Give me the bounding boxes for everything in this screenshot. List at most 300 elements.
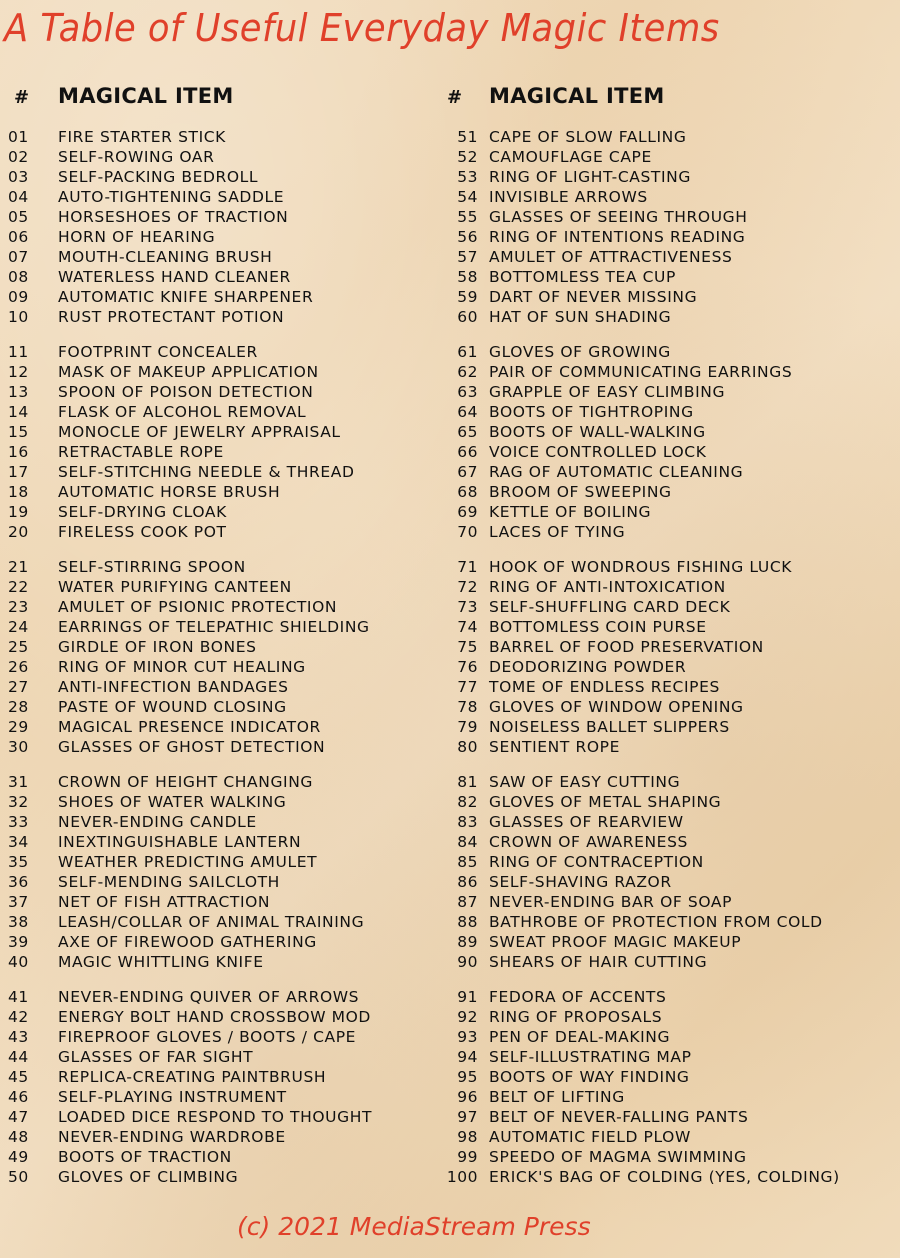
item-name: SHEARS OF HAIR CUTTING: [489, 953, 708, 971]
item-number: 86: [457, 873, 478, 891]
table-row: [433, 987, 840, 1007]
item-name: VOICE CONTROLLED LOCK: [489, 443, 707, 461]
item-number: 26: [8, 658, 29, 676]
item-number: 32: [8, 793, 29, 811]
item-name: KETTLE OF BOILING: [489, 503, 652, 521]
item-name: RING OF LIGHT-CASTING: [489, 168, 691, 186]
item-number: 69: [457, 503, 478, 521]
column-header: [433, 84, 840, 110]
item-name: INVISIBLE ARROWS: [489, 188, 648, 206]
item-number: 29: [8, 718, 29, 736]
item-name: WATER PURIFYING CANTEEN: [58, 578, 292, 596]
item-number: 66: [457, 443, 478, 461]
item-number: 42: [8, 1008, 29, 1026]
table-row: [8, 657, 372, 677]
item-number: 33: [8, 813, 29, 831]
item-group: [8, 772, 372, 972]
item-name: MASK OF MAKEUP APPLICATION: [58, 363, 319, 381]
item-name: PAIR OF COMMUNICATING EARRINGS: [489, 363, 793, 381]
item-number: 10: [8, 308, 29, 326]
item-number: 24: [8, 618, 29, 636]
item-number: 16: [8, 443, 29, 461]
copyright-footer: (c) 2021 MediaStream Press: [237, 1212, 591, 1241]
item-number: 09: [8, 288, 29, 306]
item-number: 65: [457, 423, 478, 441]
table-row: [433, 617, 840, 637]
table-row: [8, 717, 372, 737]
item-number: 15: [8, 423, 29, 441]
item-number: 54: [457, 188, 478, 206]
item-number: 63: [457, 383, 478, 401]
item-name: CAMOUFLAGE CAPE: [489, 148, 652, 166]
item-name: BOOTS OF WALL-WALKING: [489, 423, 706, 441]
item-name: RING OF PROPOSALS: [489, 1008, 663, 1026]
table-row: [433, 287, 840, 307]
item-number: 07: [8, 248, 29, 266]
table-row: [433, 482, 840, 502]
table-row: [433, 737, 840, 757]
item-name: HORSESHOES OF TRACTION: [58, 208, 289, 226]
table-row: [8, 1007, 372, 1027]
table-row: [433, 677, 840, 697]
item-name: MAGICAL PRESENCE INDICATOR: [58, 718, 321, 736]
table-row: [8, 792, 372, 812]
item-number: 67: [457, 463, 478, 481]
table-row: [8, 952, 372, 972]
item-number: 14: [8, 403, 29, 421]
table-row: [433, 892, 840, 912]
table-row: [433, 1127, 840, 1147]
item-number: 39: [8, 933, 29, 951]
item-name: SAW OF EASY CUTTING: [489, 773, 681, 791]
item-number: 52: [457, 148, 478, 166]
item-name: GLASSES OF GHOST DETECTION: [58, 738, 326, 756]
item-name: WATERLESS HAND CLEANER: [58, 268, 291, 286]
item-name: SELF-MENDING SAILCLOTH: [58, 873, 280, 891]
item-name: SELF-PLAYING INSTRUMENT: [58, 1088, 287, 1106]
table-row: [8, 832, 372, 852]
table-row: [433, 697, 840, 717]
table-row: [433, 932, 840, 952]
item-group: [8, 342, 372, 542]
table-row: [8, 1087, 372, 1107]
table-row: [8, 482, 372, 502]
item-group: [433, 772, 840, 972]
item-number: 57: [457, 248, 478, 266]
item-name: NEVER-ENDING WARDROBE: [58, 1128, 286, 1146]
table-row: [8, 1067, 372, 1087]
table-row: [8, 147, 372, 167]
item-name: BOOTS OF TIGHTROPING: [489, 403, 694, 421]
item-number: 62: [457, 363, 478, 381]
table-row: [433, 167, 840, 187]
item-number: 37: [8, 893, 29, 911]
item-number: 100: [446, 1168, 478, 1186]
item-name: GLOVES OF CLIMBING: [58, 1168, 239, 1186]
item-group: [8, 557, 372, 757]
item-name: GLASSES OF SEEING THROUGH: [489, 208, 748, 226]
table-row: [433, 1167, 840, 1187]
item-number: 04: [8, 188, 29, 206]
item-number: 71: [457, 558, 478, 576]
table-row: [8, 187, 372, 207]
table-column-left: [8, 84, 372, 1202]
table-row: [433, 792, 840, 812]
item-group: [433, 342, 840, 542]
table-row: [8, 462, 372, 482]
item-number: 58: [457, 268, 478, 286]
item-group: [8, 987, 372, 1187]
table-row: [8, 812, 372, 832]
item-name: GLOVES OF METAL SHAPING: [489, 793, 722, 811]
table-row: [8, 287, 372, 307]
table-row: [433, 657, 840, 677]
item-number: 89: [457, 933, 478, 951]
item-name: HORN OF HEARING: [58, 228, 216, 246]
item-name: GRAPPLE OF EASY CLIMBING: [489, 383, 726, 401]
item-groups: [8, 127, 372, 1187]
item-name: DART OF NEVER MISSING: [489, 288, 698, 306]
item-number: 40: [8, 953, 29, 971]
item-name: FOOTPRINT CONCEALER: [58, 343, 258, 361]
item-name: REPLICA-CREATING PAINTBRUSH: [58, 1068, 327, 1086]
table-row: [8, 637, 372, 657]
item-number: 34: [8, 833, 29, 851]
item-name: CAPE OF SLOW FALLING: [489, 128, 687, 146]
table-row: [8, 422, 372, 442]
table-row: [433, 597, 840, 617]
page-title: A Table of Useful Everyday Magic Items: [4, 6, 720, 50]
table-row: [433, 207, 840, 227]
item-groups: [433, 127, 840, 1187]
item-name: HOOK OF WONDROUS FISHING LUCK: [489, 558, 793, 576]
table-row: [433, 362, 840, 382]
item-number: 06: [8, 228, 29, 246]
item-number: 56: [457, 228, 478, 246]
table-row: [8, 932, 372, 952]
item-name: LEASH/COLLAR OF ANIMAL TRAINING: [58, 913, 365, 931]
item-name: ERICK'S BAG OF COLDING (YES, COLDING): [489, 1168, 840, 1186]
item-name: EARRINGS OF TELEPATHIC SHIELDING: [58, 618, 370, 636]
item-name: NET OF FISH ATTRACTION: [58, 893, 271, 911]
table-row: [8, 167, 372, 187]
item-name: BOOTS OF WAY FINDING: [489, 1068, 690, 1086]
item-name: WEATHER PREDICTING AMULET: [58, 853, 318, 871]
item-name: BROOM OF SWEEPING: [489, 483, 672, 501]
item-name: BOOTS OF TRACTION: [58, 1148, 232, 1166]
item-number: 02: [8, 148, 29, 166]
item-name: PASTE OF WOUND CLOSING: [58, 698, 287, 716]
item-name: SWEAT PROOF MAGIC MAKEUP: [489, 933, 742, 951]
item-number: 05: [8, 208, 29, 226]
item-number: 13: [8, 383, 29, 401]
item-number: 20: [8, 523, 29, 541]
item-number: 78: [457, 698, 478, 716]
table-row: [433, 952, 840, 972]
item-name: AUTOMATIC KNIFE SHARPENER: [58, 288, 314, 306]
table-row: [433, 147, 840, 167]
item-number: 12: [8, 363, 29, 381]
item-number: 85: [457, 853, 478, 871]
item-name: BOTTOMLESS COIN PURSE: [489, 618, 707, 636]
table-row: [433, 382, 840, 402]
item-name: GLASSES OF FAR SIGHT: [58, 1048, 254, 1066]
item-name: MAGIC WHITTLING KNIFE: [58, 953, 264, 971]
table-column-right: [433, 84, 840, 1202]
item-name: MONOCLE OF JEWELRY APPRAISAL: [58, 423, 341, 441]
item-number: 53: [457, 168, 478, 186]
item-number: 21: [8, 558, 29, 576]
item-name: FLASK OF ALCOHOL REMOVAL: [58, 403, 307, 421]
item-name: SELF-SHAVING RAZOR: [489, 873, 672, 891]
item-name: BARREL OF FOOD PRESERVATION: [489, 638, 764, 656]
item-name: SELF-DRYING CLOAK: [58, 503, 227, 521]
item-name: RING OF ANTI-INTOXICATION: [489, 578, 726, 596]
table-row: [8, 987, 372, 1007]
item-number: 46: [8, 1088, 29, 1106]
item-name: AMULET OF PSIONIC PROTECTION: [58, 598, 338, 616]
item-number: 72: [457, 578, 478, 596]
item-number: 61: [457, 343, 478, 361]
item-name: NEVER-ENDING CANDLE: [58, 813, 257, 831]
table-row: [433, 1047, 840, 1067]
item-number: 11: [8, 343, 29, 361]
item-number: 44: [8, 1048, 29, 1066]
item-number: 41: [8, 988, 29, 1006]
table-row: [8, 772, 372, 792]
item-number: 28: [8, 698, 29, 716]
item-name: MOUTH-CLEANING BRUSH: [58, 248, 273, 266]
table-row: [8, 892, 372, 912]
item-number: 17: [8, 463, 29, 481]
table-row: [433, 832, 840, 852]
item-name: SELF-SHUFFLING CARD DECK: [489, 598, 731, 616]
item-name: SELF-STITCHING NEEDLE & THREAD: [58, 463, 355, 481]
item-number: 94: [457, 1048, 478, 1066]
item-name: FEDORA OF ACCENTS: [489, 988, 667, 1006]
header-item: MAGICAL ITEM: [58, 84, 234, 108]
item-number: 80: [457, 738, 478, 756]
table-row: [8, 557, 372, 577]
item-name: FIRE STARTER STICK: [58, 128, 226, 146]
table-row: [8, 307, 372, 327]
table-row: [8, 677, 372, 697]
item-name: SELF-ILLUSTRATING MAP: [489, 1048, 692, 1066]
item-name: AUTOMATIC HORSE BRUSH: [58, 483, 281, 501]
item-number: 18: [8, 483, 29, 501]
table-row: [433, 1087, 840, 1107]
table-row: [433, 462, 840, 482]
header-number: #: [447, 87, 463, 108]
item-group: [433, 987, 840, 1187]
item-name: RETRACTABLE ROPE: [58, 443, 224, 461]
table-row: [8, 342, 372, 362]
item-number: 79: [457, 718, 478, 736]
item-name: SELF-ROWING OAR: [58, 148, 215, 166]
item-number: 49: [8, 1148, 29, 1166]
table-row: [433, 1147, 840, 1167]
table-row: [8, 1047, 372, 1067]
item-number: 87: [457, 893, 478, 911]
item-name: SELF-STIRRING SPOON: [58, 558, 246, 576]
table-row: [433, 872, 840, 892]
item-number: 01: [8, 128, 29, 146]
table-row: [433, 227, 840, 247]
item-number: 91: [457, 988, 478, 1006]
item-number: 43: [8, 1028, 29, 1046]
table-row: [433, 502, 840, 522]
table-row: [8, 872, 372, 892]
item-number: 38: [8, 913, 29, 931]
table-row: [8, 1167, 372, 1187]
table-row: [433, 402, 840, 422]
item-name: BATHROBE OF PROTECTION FROM COLD: [489, 913, 823, 931]
item-name: BELT OF NEVER-FALLING PANTS: [489, 1108, 749, 1126]
item-number: 76: [457, 658, 478, 676]
table-row: [8, 1027, 372, 1047]
item-number: 98: [457, 1128, 478, 1146]
table-row: [8, 912, 372, 932]
item-number: 35: [8, 853, 29, 871]
item-number: 83: [457, 813, 478, 831]
item-number: 36: [8, 873, 29, 891]
item-number: 99: [457, 1148, 478, 1166]
item-name: ANTI-INFECTION BANDAGES: [58, 678, 289, 696]
item-name: INEXTINGUISHABLE LANTERN: [58, 833, 302, 851]
table-row: [433, 1027, 840, 1047]
item-number: 81: [457, 773, 478, 791]
table-row: [433, 557, 840, 577]
table-row: [433, 812, 840, 832]
header-item: MAGICAL ITEM: [489, 84, 665, 108]
item-number: 55: [457, 208, 478, 226]
table-row: [433, 1067, 840, 1087]
item-number: 82: [457, 793, 478, 811]
item-name: HAT OF SUN SHADING: [489, 308, 672, 326]
item-group: [433, 127, 840, 327]
item-number: 27: [8, 678, 29, 696]
item-name: DEODORIZING POWDER: [489, 658, 687, 676]
item-number: 23: [8, 598, 29, 616]
item-number: 93: [457, 1028, 478, 1046]
item-name: RUST PROTECTANT POTION: [58, 308, 285, 326]
item-name: TOME OF ENDLESS RECIPES: [489, 678, 720, 696]
table-row: [433, 637, 840, 657]
header-number: #: [14, 87, 30, 108]
item-name: GLOVES OF GROWING: [489, 343, 671, 361]
table-row: [8, 737, 372, 757]
item-number: 25: [8, 638, 29, 656]
item-number: 51: [457, 128, 478, 146]
item-name: AUTOMATIC FIELD PLOW: [489, 1128, 691, 1146]
table-row: [8, 697, 372, 717]
item-name: SENTIENT ROPE: [489, 738, 620, 756]
item-name: RING OF MINOR CUT HEALING: [58, 658, 306, 676]
item-number: 48: [8, 1128, 29, 1146]
table-row: [8, 227, 372, 247]
item-name: PEN OF DEAL-MAKING: [489, 1028, 671, 1046]
item-name: RING OF INTENTIONS READING: [489, 228, 746, 246]
table-row: [433, 187, 840, 207]
table-row: [8, 442, 372, 462]
table-row: [8, 522, 372, 542]
item-name: GLASSES OF REARVIEW: [489, 813, 684, 831]
table-row: [433, 1107, 840, 1127]
item-number: 68: [457, 483, 478, 501]
table-row: [433, 127, 840, 147]
item-name: CROWN OF HEIGHT CHANGING: [58, 773, 314, 791]
table-row: [433, 522, 840, 542]
table-row: [433, 422, 840, 442]
table-row: [433, 577, 840, 597]
table-row: [8, 382, 372, 402]
item-name: RAG OF AUTOMATIC CLEANING: [489, 463, 744, 481]
item-name: NOISELESS BALLET SLIPPERS: [489, 718, 730, 736]
item-name: FIRELESS COOK POT: [58, 523, 227, 541]
item-name: CROWN OF AWARENESS: [489, 833, 688, 851]
item-name: ENERGY BOLT HAND CROSSBOW MOD: [58, 1008, 371, 1026]
table-row: [433, 717, 840, 737]
item-name: NEVER-ENDING BAR OF SOAP: [489, 893, 733, 911]
table-row: [8, 127, 372, 147]
table-row: [433, 247, 840, 267]
item-number: 95: [457, 1068, 478, 1086]
table-row: [8, 577, 372, 597]
item-name: BELT OF LIFTING: [489, 1088, 625, 1106]
table-row: [8, 852, 372, 872]
item-number: 90: [457, 953, 478, 971]
table-row: [8, 502, 372, 522]
item-number: 19: [8, 503, 29, 521]
item-number: 73: [457, 598, 478, 616]
item-number: 92: [457, 1008, 478, 1026]
item-number: 75: [457, 638, 478, 656]
table-row: [8, 1127, 372, 1147]
item-group: [433, 557, 840, 757]
item-name: SPEEDO OF MAGMA SWIMMING: [489, 1148, 747, 1166]
table-row: [8, 362, 372, 382]
table-row: [8, 1147, 372, 1167]
item-name: SELF-PACKING BEDROLL: [58, 168, 259, 186]
table-row: [433, 442, 840, 462]
item-name: AUTO-TIGHTENING SADDLE: [58, 188, 285, 206]
item-name: RING OF CONTRACEPTION: [489, 853, 704, 871]
item-name: AXE OF FIREWOOD GATHERING: [58, 933, 317, 951]
item-name: LACES OF TYING: [489, 523, 626, 541]
item-name: GLOVES OF WINDOW OPENING: [489, 698, 744, 716]
table-row: [433, 342, 840, 362]
item-number: 74: [457, 618, 478, 636]
item-group: [8, 127, 372, 327]
item-number: 96: [457, 1088, 478, 1106]
table-row: [8, 402, 372, 422]
item-number: 59: [457, 288, 478, 306]
item-number: 60: [457, 308, 478, 326]
item-name: LOADED DICE RESPOND TO THOUGHT: [58, 1108, 373, 1126]
item-number: 84: [457, 833, 478, 851]
table-row: [8, 247, 372, 267]
table-row: [433, 852, 840, 872]
item-name: SPOON OF POISON DETECTION: [58, 383, 314, 401]
item-name: AMULET OF ATTRACTIVENESS: [489, 248, 733, 266]
item-name: FIREPROOF GLOVES / BOOTS / CAPE: [58, 1028, 357, 1046]
item-number: 47: [8, 1108, 29, 1126]
table-row: [433, 772, 840, 792]
table-row: [433, 267, 840, 287]
item-number: 77: [457, 678, 478, 696]
item-number: 50: [8, 1168, 29, 1186]
item-number: 30: [8, 738, 29, 756]
